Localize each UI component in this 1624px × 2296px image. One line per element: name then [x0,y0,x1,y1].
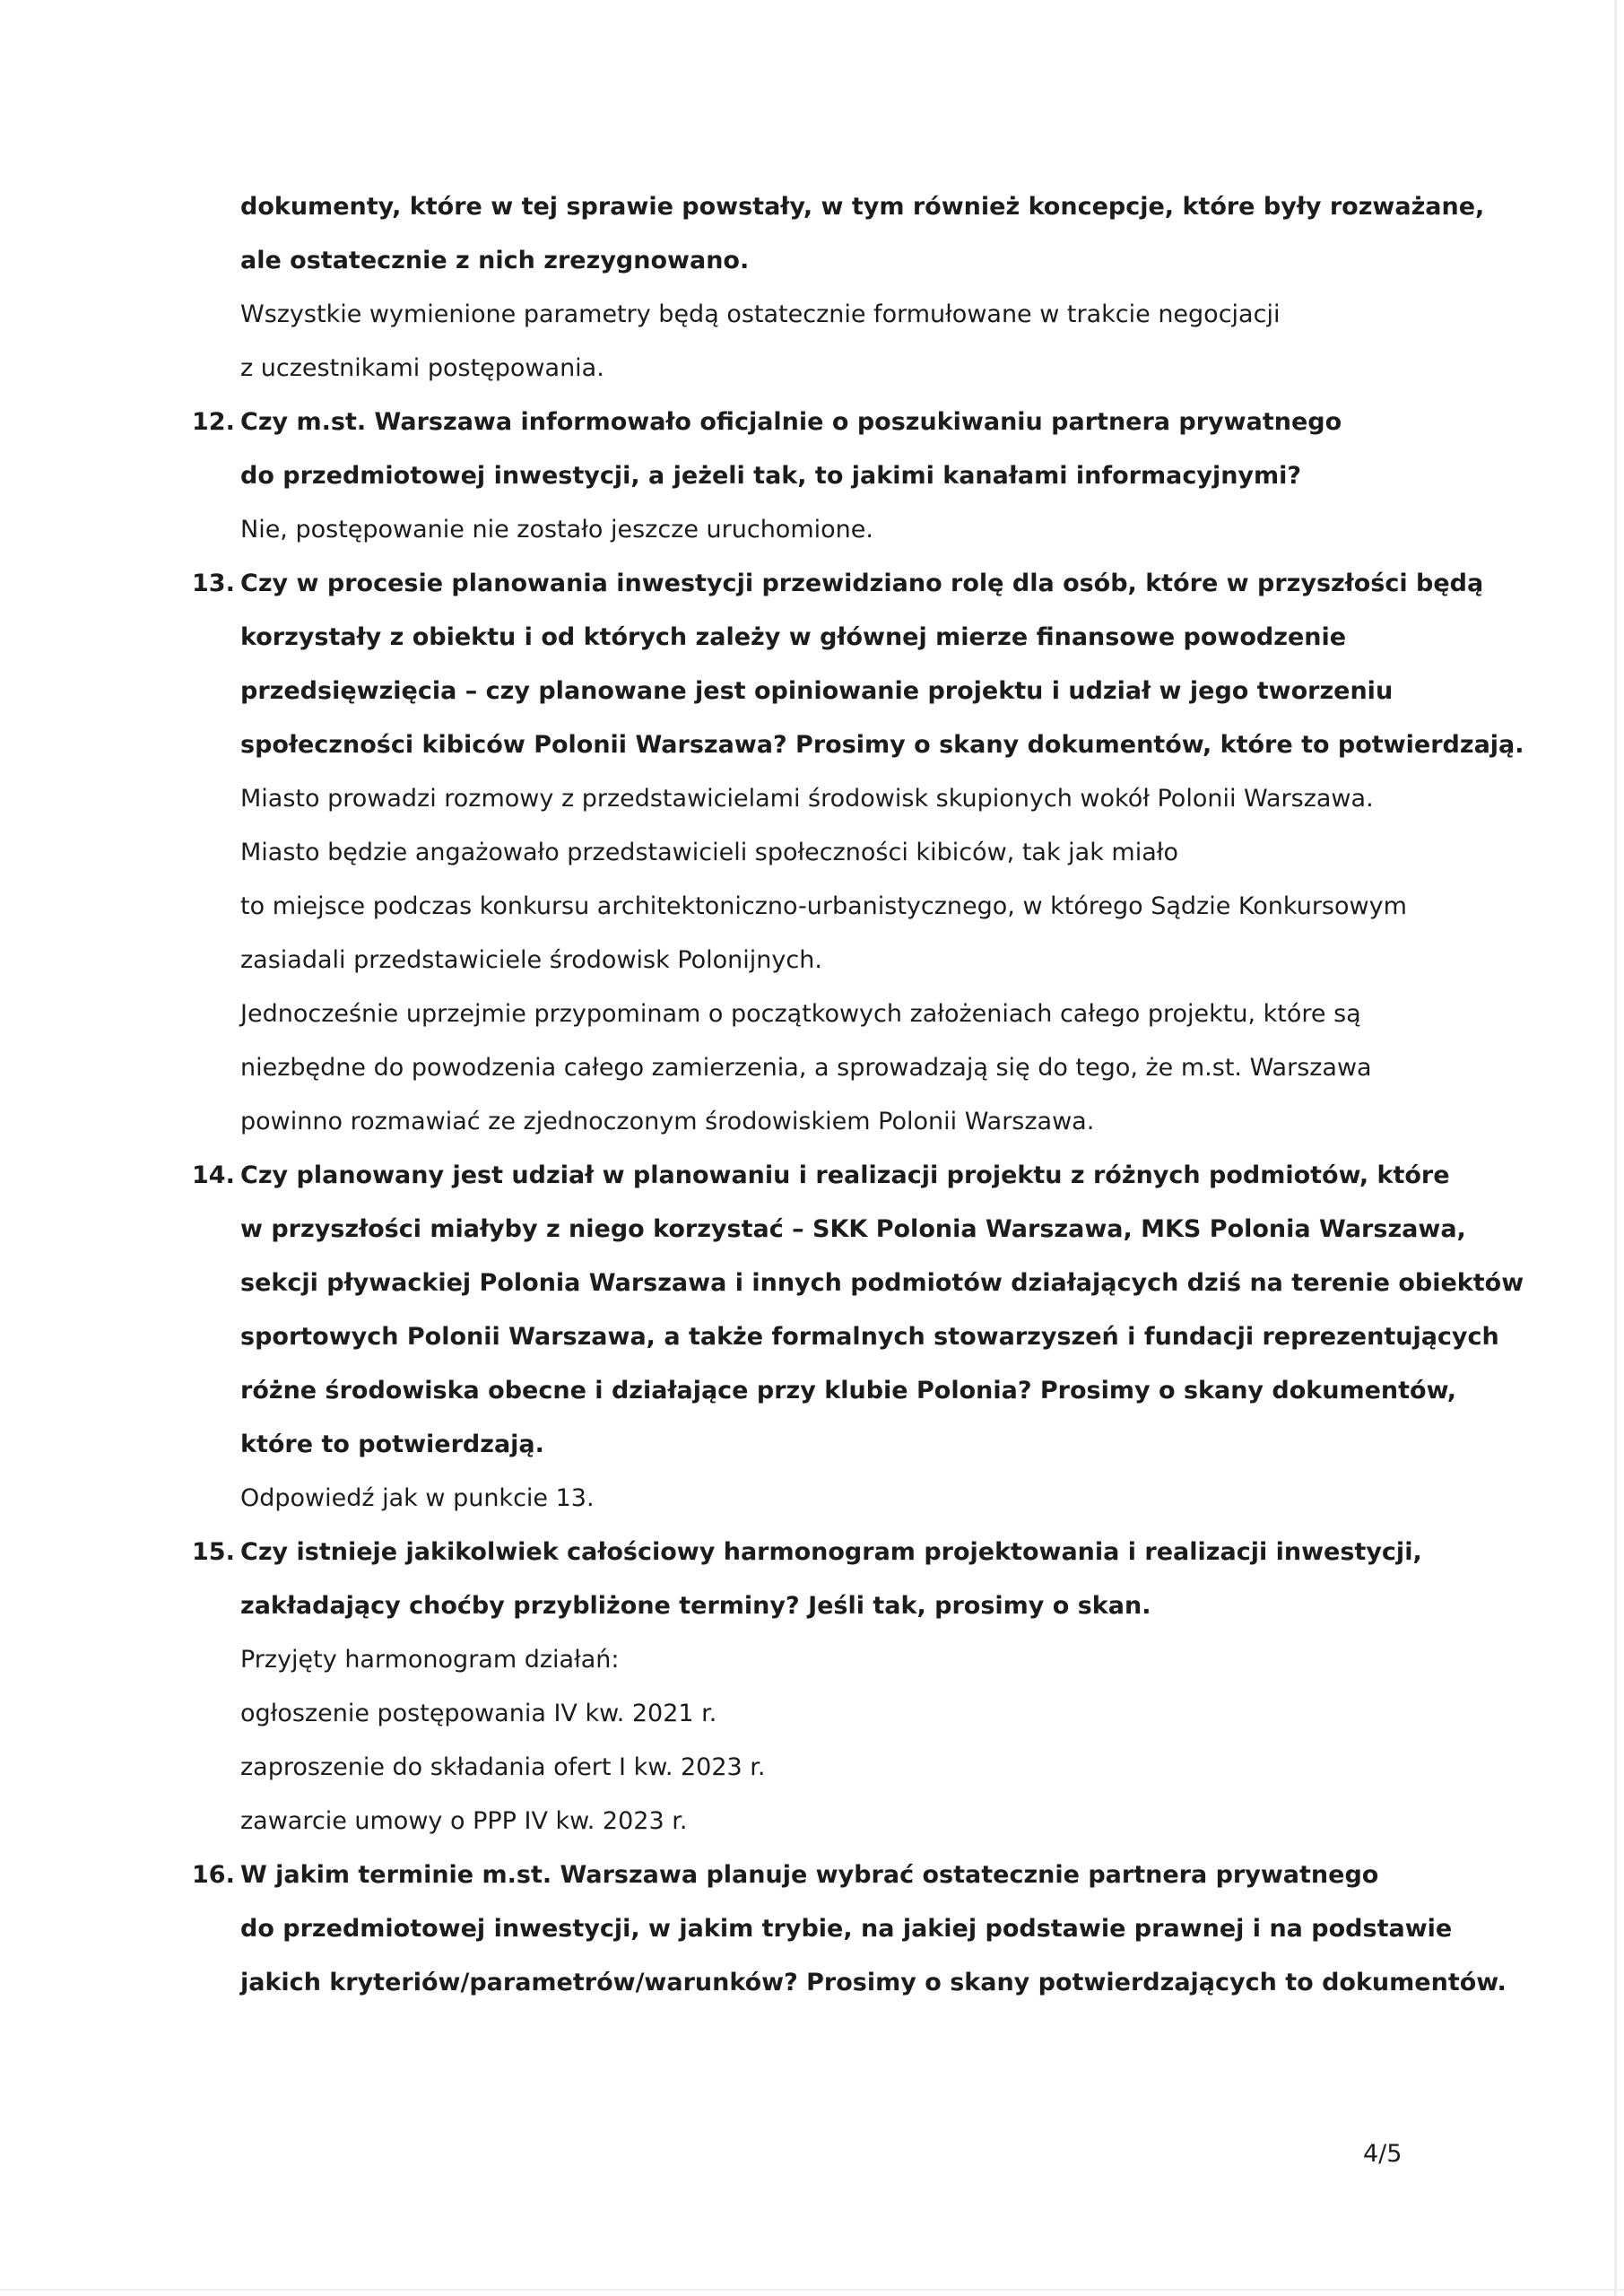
answer-line: zaproszenie do składania ofert I kw. 2023 r. [240,1753,766,1781]
intro-answer-line: Wszystkie wymienione parametry będą ostatecznie formułowane w trakcie negocjacji [240,300,1281,328]
scan-edge [1614,0,1617,2296]
intro-answer-line: z uczestnikami postępowania. [240,354,604,382]
answer-line: Odpowiedź jak w punkcie 13. [240,1484,595,1512]
question-line: Czy w procesie planowania inwestycji przewidziano rolę dla osób, które w przyszłości będą [240,570,1484,597]
answer-line: Nie, postępowanie nie zostało jeszcze uruchomione. [240,516,873,544]
item-number: 12. [192,408,235,436]
answer-line: Przyjęty harmonogram działań: [240,1646,620,1674]
answer-line: zasiadali przedstawiciele środowisk Polonijnych. [240,946,822,974]
question-line: sportowych Polonii Warszawa, a także formalnych stowarzyszeń i fundacji reprezentujących [240,1323,1499,1351]
intro-question-line: dokumenty, które w tej sprawie powstały, w tym również koncepcje, które były rozważane, [240,193,1485,221]
question-line: w przyszłości miałyby z niego korzystać – SKK Polonia Warszawa, MKS Polonia Warszawa, [240,1215,1466,1243]
answer-line: Miasto prowadzi rozmowy z przedstawicielami środowisk skupionych wokół Polonii Warszawa. [240,785,1374,813]
question-line: korzystały z obiektu i od których zależy w głównej mierze finansowe powodzenie [240,623,1347,651]
page-number: 4/5 [1363,2140,1403,2168]
answer-line: niezbędne do powodzenia całego zamierzenia, a sprowadzają się do tego, że m.st. Warszawa [240,1054,1372,1082]
question-line: Czy planowany jest udział w planowaniu i realizacji projektu z różnych podmiotów, które [240,1161,1450,1189]
question-line: W jakim terminie m.st. Warszawa planuje wybrać ostatecznie partnera prywatnego [240,1861,1379,1889]
item-number: 15. [192,1538,235,1566]
item-number: 13. [192,570,235,597]
answer-line: Miasto będzie angażowało przedstawicieli społeczności kibiców, tak jak miało [240,839,1178,866]
answer-line: powinno rozmawiać ze zjednoczonym środowiskiem Polonii Warszawa. [240,1108,1095,1135]
question-line: do przedmiotowej inwestycji, w jakim trybie, na jakiej podstawie prawnej i na podstawie [240,1915,1453,1943]
answer-line: Jednocześnie uprzejmie przypominam o początkowych założeniach całego projektu, które są [240,1000,1361,1028]
question-line: Czy istnieje jakikolwiek całościowy harmonogram projektowania i realizacji inwestycji, [240,1538,1422,1566]
question-line: do przedmiotowej inwestycji, a jeżeli tak, to jakimi kanałami informacyjnymi? [240,462,1302,490]
answer-line: to miejsce podczas konkursu architektoniczno-urbanistycznego, w którego Sądzie Konkursowym [240,892,1407,920]
intro-question-line: ale ostatecznie z nich zrezygnowano. [240,247,750,274]
question-line: społeczności kibiców Polonii Warszawa? Prosimy o skany dokumentów, które to potwierdzają. [240,731,1524,759]
question-line: różne środowiska obecne i działające przy klubie Polonia? Prosimy o skany dokumentów, [240,1377,1457,1405]
question-line: sekcji pływackiej Polonia Warszawa i innych podmiotów działających dziś na terenie obiektów [240,1269,1524,1297]
answer-line: zawarcie umowy o PPP IV kw. 2023 r. [240,1807,688,1835]
item-number: 16. [192,1861,235,1889]
item-number: 14. [192,1161,235,1189]
question-line: które to potwierdzają. [240,1431,544,1458]
answer-line: ogłoszenie postępowania IV kw. 2021 r. [240,1700,717,1727]
question-line: jakich kryteriów/parametrów/warunków? Prosimy o skany potwierdzających to dokumentów. [240,1969,1507,1996]
question-line: przedsięwzięcia – czy planowane jest opiniowanie projektu i udział w jego tworzeniu [240,677,1394,705]
question-line: Czy m.st. Warszawa informowało oficjalnie o poszukiwaniu partnera prywatnego [240,408,1342,436]
question-line: zakładający choćby przybliżone terminy? Jeśli tak, prosimy o skan. [240,1592,1151,1620]
scan-bottom-edge [0,2289,1624,2291]
